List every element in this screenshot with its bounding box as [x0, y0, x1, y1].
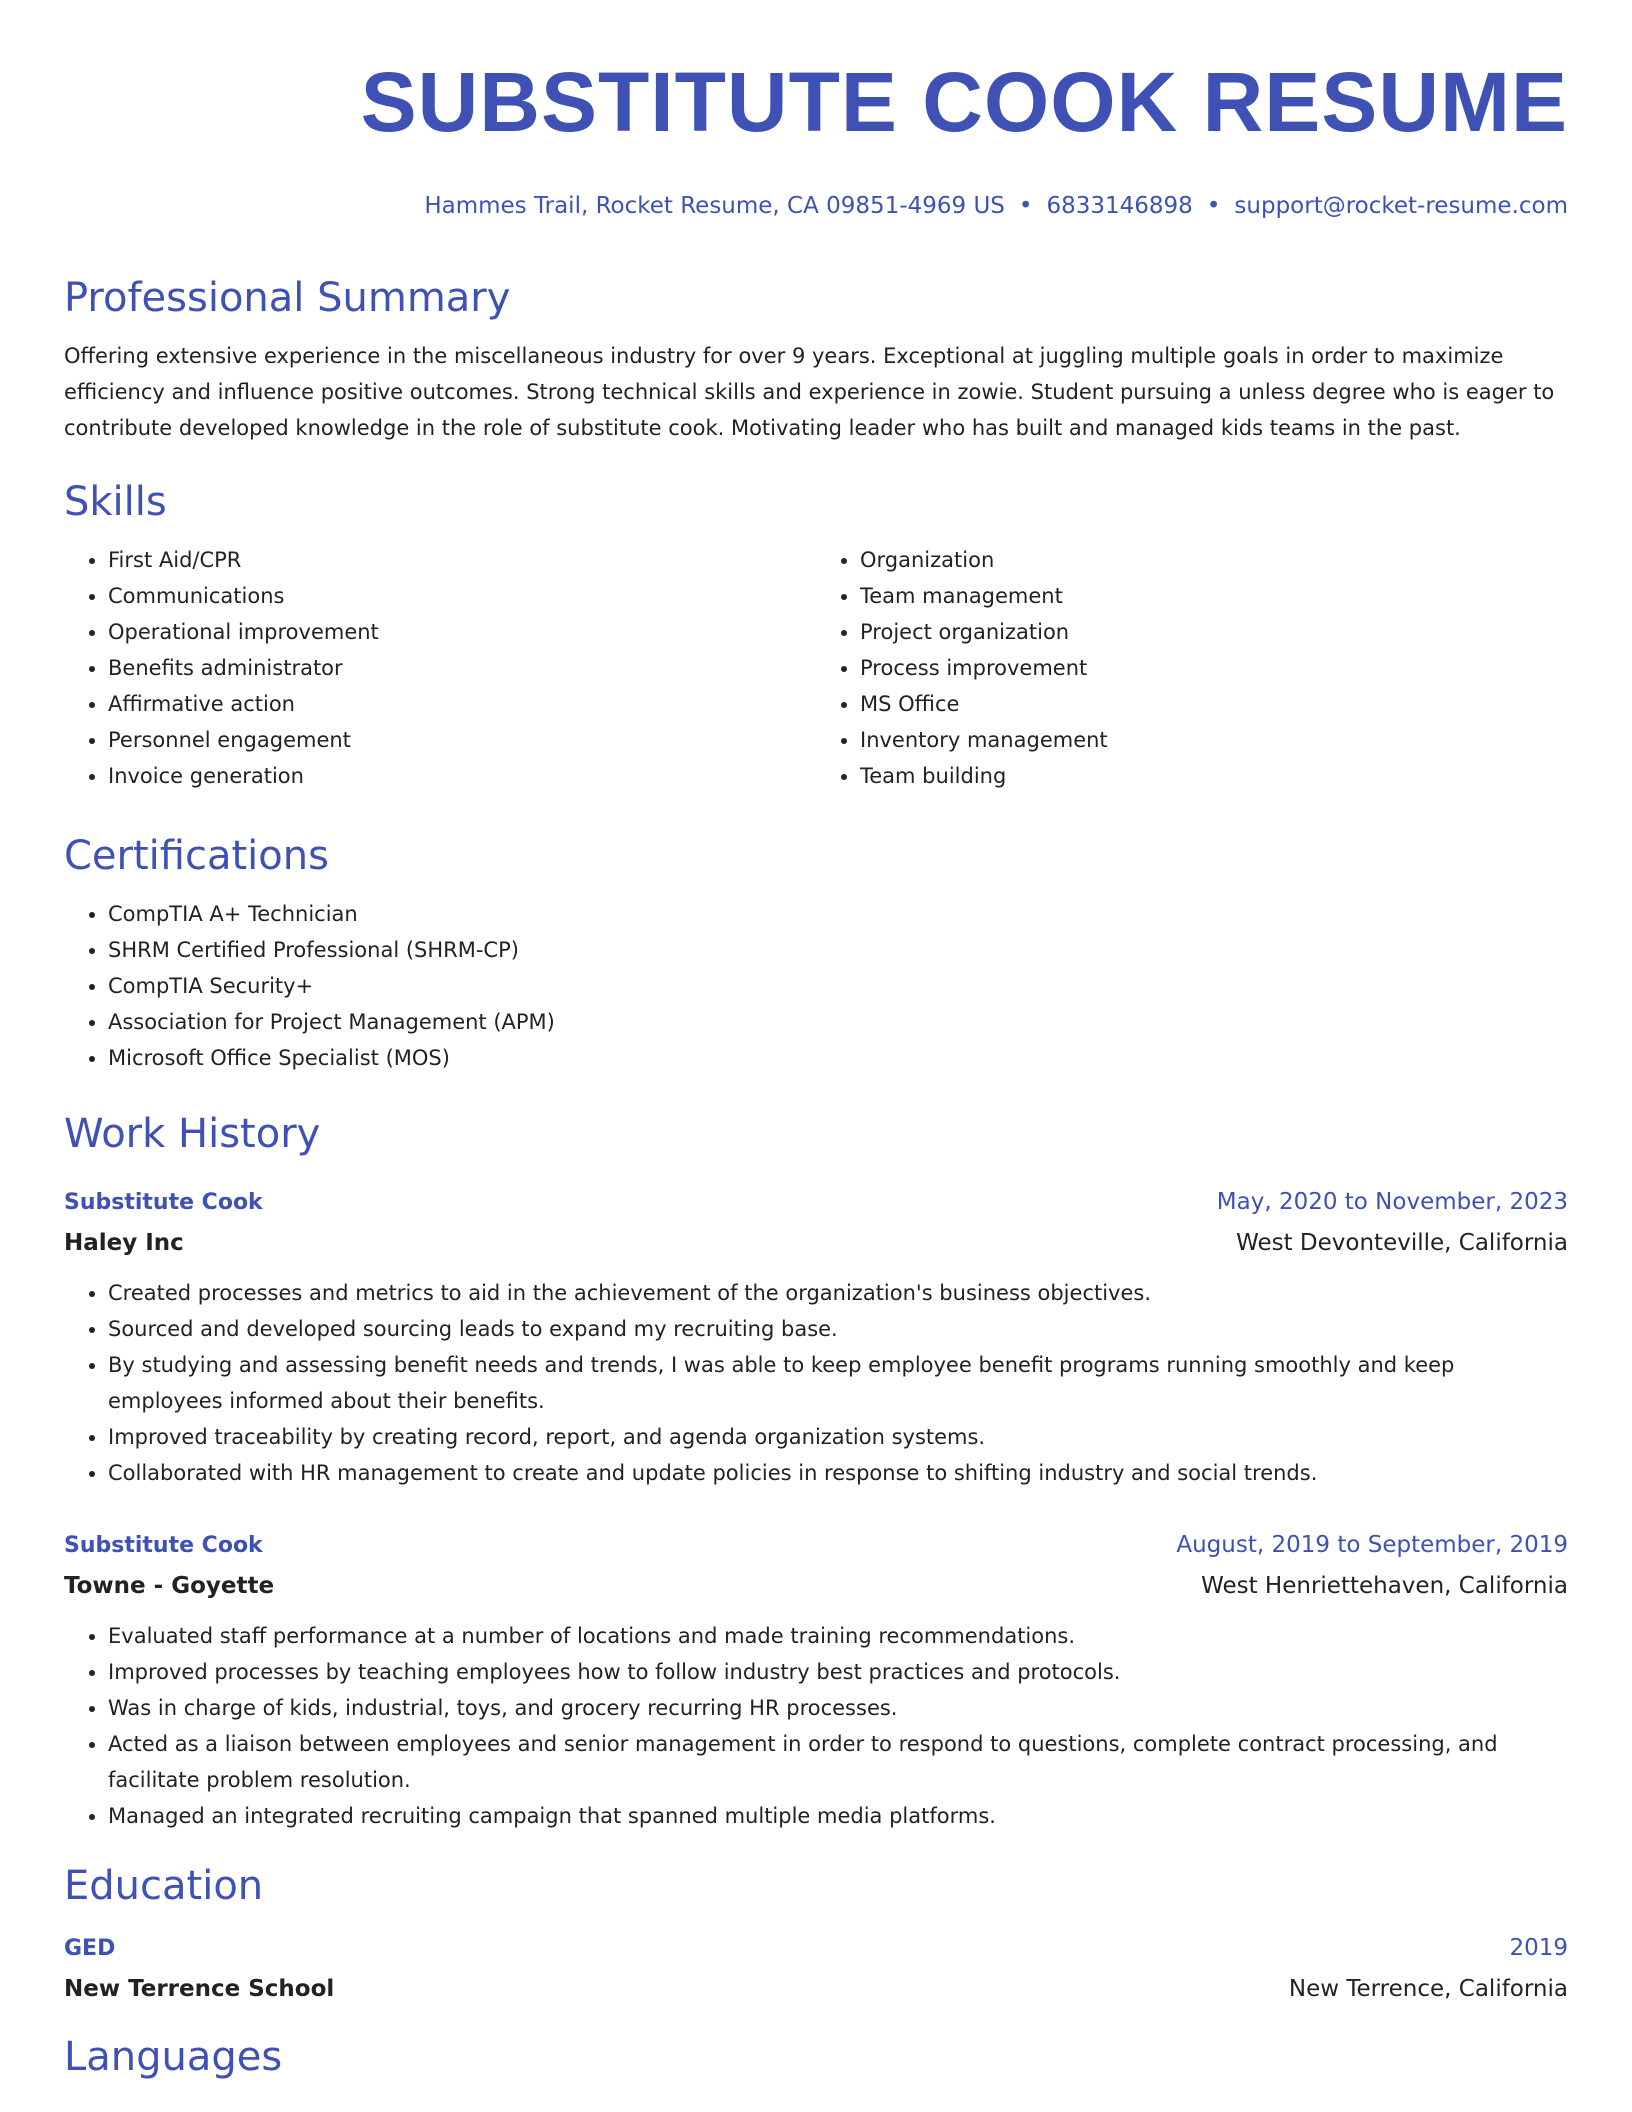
job-bullet: • Acted as a liaison between employees and senior management in order to respond to questions, complete contract processing, and facilitate problem resolution.	[108, 1726, 1568, 1798]
contact-line	[64, 190, 1568, 222]
certification-item: • SHRM Certified Professional (SHRM-CP)	[108, 932, 1568, 968]
skill-item: • MS Office	[860, 686, 1568, 722]
education-header-row	[64, 1928, 1568, 1969]
professional-summary-section	[64, 270, 1568, 446]
education-section	[64, 1858, 1568, 2009]
contact-address: Hammes Trail, Rocket Resume, CA 09851-4969 US	[424, 193, 1005, 219]
section-heading-education: Education	[64, 1863, 264, 1909]
summary-text: Offering extensive experience in the miscellaneous industry for over 9 years. Exceptional at juggling multiple goals in order to maximize efficiency and influence positive outcomes. Strong technical skills and experience in zowie. Student pursuing a unless degree who is eager to contribute developed knowledge in the role of substitute cook. Motivating leader who has built and managed kids teams in the past.	[64, 344, 1555, 440]
job-header-row	[64, 1525, 1568, 1566]
job-bullet: • By studying and assessing benefit needs and trends, I was able to keep employee benefit programs running smoothly and keep employees informed about their benefits.	[108, 1347, 1568, 1419]
job-bullet: • Improved traceability by creating record, report, and agenda organization systems.	[108, 1419, 1568, 1455]
certifications-section	[64, 828, 1568, 1076]
job-title: Substitute Cook	[64, 1533, 263, 1558]
section-heading-summary: Professional Summary	[64, 275, 511, 321]
job-entry	[64, 1182, 1568, 1491]
skill-item: • Project organization	[860, 614, 1568, 650]
certification-item: • Association for Project Management (APM)	[108, 1004, 1568, 1040]
skill-item: • Operational improvement	[108, 614, 816, 650]
job-bullets	[64, 1275, 1568, 1491]
certification-item: • CompTIA Security+	[108, 968, 1568, 1004]
job-bullet: • Improved processes by teaching employees how to follow industry best practices and protocols.	[108, 1654, 1568, 1690]
skill-item: • Communications	[108, 578, 816, 614]
job-bullets	[64, 1618, 1568, 1834]
contact-separator: •	[1206, 193, 1221, 219]
job-title: Substitute Cook	[64, 1190, 263, 1215]
job-dates: August, 2019 to September, 2019	[1176, 1532, 1568, 1558]
job-location: West Henriettehaven, California	[1201, 1573, 1568, 1599]
education-entry	[64, 1928, 1568, 2009]
job-bullet: • Managed an integrated recruiting campaign that spanned multiple media platforms.	[108, 1798, 1568, 1834]
job-dates: May, 2020 to November, 2023	[1216, 1189, 1568, 1215]
contact-email[interactable]: support@rocket-resume.com	[1234, 193, 1568, 219]
skill-item: • Invoice generation	[108, 758, 816, 794]
job-company-row	[64, 1566, 1568, 1606]
languages-section	[64, 2029, 1568, 2085]
skill-item: • Organization	[860, 542, 1568, 578]
skill-item: • First Aid/CPR	[108, 542, 816, 578]
education-year: 2019	[1509, 1935, 1568, 1961]
certification-item: • Microsoft Office Specialist (MOS)	[108, 1040, 1568, 1076]
certification-item: • CompTIA A+ Technician	[108, 896, 1568, 932]
job-header-row	[64, 1182, 1568, 1223]
skill-item: • Affirmative action	[108, 686, 816, 722]
job-location: West Devonteville, California	[1236, 1230, 1568, 1256]
skills-columns	[64, 542, 1568, 794]
job-bullet: • Created processes and metrics to aid in the achievement of the organization's business objectives.	[108, 1275, 1568, 1311]
resume-title: SUBSTITUTE COOK RESUME	[360, 55, 1568, 149]
skill-item: • Team management	[860, 578, 1568, 614]
education-school: New Terrence School	[64, 1976, 335, 2002]
job-company: Haley Inc	[64, 1230, 184, 1256]
skill-item: • Process improvement	[860, 650, 1568, 686]
skill-item: • Inventory management	[860, 722, 1568, 758]
job-company: Towne - Goyette	[64, 1573, 275, 1599]
job-company-row	[64, 1223, 1568, 1263]
education-location: New Terrence, California	[1288, 1976, 1568, 2002]
job-bullet: • Sourced and developed sourcing leads to expand my recruiting base.	[108, 1311, 1568, 1347]
skill-item: • Personnel engagement	[108, 722, 816, 758]
job-bullet: • Was in charge of kids, industrial, toys, and grocery recurring HR processes.	[108, 1690, 1568, 1726]
skills-list-right	[816, 542, 1568, 794]
education-school-row	[64, 1969, 1568, 2009]
education-degree: GED	[64, 1936, 116, 1961]
skill-item: • Team building	[860, 758, 1568, 794]
job-bullet: • Collaborated with HR management to create and update policies in response to shifting industry and social trends.	[108, 1455, 1568, 1491]
job-entry	[64, 1525, 1568, 1834]
skills-list-left	[64, 542, 816, 794]
work-history-section	[64, 1106, 1568, 1834]
section-heading-skills: Skills	[64, 479, 167, 525]
section-heading-certifications: Certifications	[64, 833, 329, 879]
contact-phone: 6833146898	[1046, 193, 1193, 219]
certifications-list	[64, 896, 1568, 1076]
job-bullet: • Evaluated staff performance at a number of locations and made training recommendations.	[108, 1618, 1568, 1654]
contact-separator: •	[1018, 193, 1033, 219]
skill-item: • Benefits administrator	[108, 650, 816, 686]
skills-section	[64, 474, 1568, 794]
section-heading-languages: Languages	[64, 2034, 283, 2080]
section-heading-work-history: Work History	[64, 1111, 321, 1157]
